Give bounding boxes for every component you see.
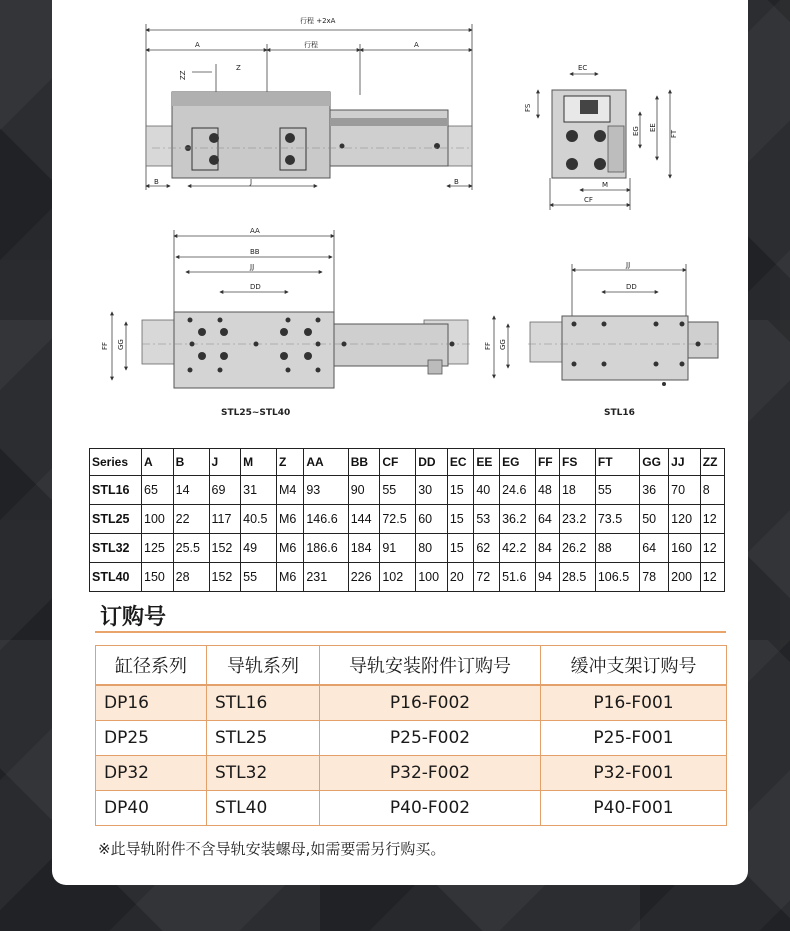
dim-jj-small: JJ — [626, 261, 631, 269]
table-cell: 8 — [700, 476, 724, 505]
table-cell: 93 — [304, 476, 348, 505]
dim-stroke-plus-2a: 行程 +2xA — [300, 17, 336, 25]
table-cell: 50 — [640, 505, 669, 534]
col-bb: BB — [348, 449, 380, 476]
table-cell: DP16 — [96, 685, 207, 721]
col-cf: CF — [380, 449, 416, 476]
order-table-header — [96, 646, 727, 686]
table-cell: 100 — [142, 505, 174, 534]
col-aa: AA — [304, 449, 348, 476]
table-cell: P25-F002 — [320, 721, 541, 756]
series-cell: STL25 — [90, 505, 142, 534]
table-row — [96, 756, 727, 791]
table-cell: DP40 — [96, 791, 207, 826]
series-cell: STL16 — [90, 476, 142, 505]
col-gg: GG — [640, 449, 669, 476]
dim-eg: EG — [632, 126, 640, 136]
table-cell: 53 — [474, 505, 500, 534]
dim-m: M — [602, 181, 609, 189]
footnote: ※此导轨附件不含导轨安装螺母,如需要需另行购买。 — [98, 840, 446, 858]
dimension-table-header — [90, 449, 725, 476]
table-cell: 125 — [142, 534, 174, 563]
table-cell: 231 — [304, 563, 348, 592]
table-row — [96, 685, 727, 721]
table-cell: 60 — [416, 505, 448, 534]
table-row — [96, 721, 727, 756]
table-cell: 80 — [416, 534, 448, 563]
table-cell: 152 — [209, 534, 241, 563]
table-cell: 72.5 — [380, 505, 416, 534]
table-cell: 48 — [535, 476, 559, 505]
table-cell: 91 — [380, 534, 416, 563]
col-cylinder-series: 缸径系列 — [96, 646, 207, 686]
table-cell: 20 — [447, 563, 474, 592]
table-row — [90, 563, 725, 592]
table-row — [90, 534, 725, 563]
col-z: Z — [277, 449, 304, 476]
col-rail-mount-accessory: 导轨安装附件订购号 — [320, 646, 541, 686]
table-cell: 55 — [241, 563, 277, 592]
dim-dd-small: DD — [626, 283, 637, 291]
table-cell: DP25 — [96, 721, 207, 756]
table-cell: P32-F002 — [320, 756, 541, 791]
order-table — [95, 645, 727, 826]
table-cell: 14 — [173, 476, 209, 505]
table-cell: 22 — [173, 505, 209, 534]
caption-stl25-40: STL25~STL40 — [221, 408, 291, 418]
dim-gg-small: GG — [499, 339, 507, 350]
dim-jj-large: JJ — [250, 263, 255, 271]
table-row — [90, 476, 725, 505]
table-cell: 24.6 — [500, 476, 536, 505]
table-cell: 146.6 — [304, 505, 348, 534]
table-cell: 15 — [447, 476, 474, 505]
dim-aa: AA — [250, 227, 260, 235]
dim-j: J — [250, 178, 253, 186]
dimension-table-body — [90, 476, 725, 592]
table-cell: 51.6 — [500, 563, 536, 592]
table-cell: 36 — [640, 476, 669, 505]
table-cell: 200 — [669, 563, 701, 592]
dimension-table — [89, 448, 725, 592]
table-cell: P25-F001 — [541, 721, 727, 756]
table-cell: 40 — [474, 476, 500, 505]
dim-ee: EE — [649, 123, 657, 132]
spec-card — [52, 0, 748, 885]
table-cell: 186.6 — [304, 534, 348, 563]
col-zz: ZZ — [700, 449, 724, 476]
table-cell: 78 — [640, 563, 669, 592]
dim-cf: CF — [584, 196, 593, 204]
col-fs: FS — [559, 449, 595, 476]
col-jj: JJ — [669, 449, 701, 476]
dim-ff-large: FF — [101, 341, 109, 350]
table-cell: 62 — [474, 534, 500, 563]
col-b: B — [173, 449, 209, 476]
caption-stl16: STL16 — [604, 408, 635, 418]
table-cell: 28.5 — [559, 563, 595, 592]
table-row — [90, 505, 725, 534]
table-cell: 26.2 — [559, 534, 595, 563]
col-ff: FF — [535, 449, 559, 476]
table-cell: 70 — [669, 476, 701, 505]
table-cell: P40-F002 — [320, 791, 541, 826]
table-cell: 55 — [595, 476, 639, 505]
table-cell: P32-F001 — [541, 756, 727, 791]
order-title-divider — [95, 631, 726, 633]
table-cell: 69 — [209, 476, 241, 505]
table-row — [96, 791, 727, 826]
dim-ff-small: FF — [484, 341, 492, 350]
dim-b-left: B — [154, 178, 159, 186]
table-cell: 150 — [142, 563, 174, 592]
dim-dd-large: DD — [250, 283, 261, 291]
table-cell: 88 — [595, 534, 639, 563]
dim-a-left: A — [195, 41, 200, 49]
table-cell: 84 — [535, 534, 559, 563]
table-cell: 49 — [241, 534, 277, 563]
table-cell: STL32 — [207, 756, 320, 791]
table-cell: 184 — [348, 534, 380, 563]
col-dd: DD — [416, 449, 448, 476]
table-cell: 117 — [209, 505, 241, 534]
table-cell: 64 — [535, 505, 559, 534]
table-cell: 102 — [380, 563, 416, 592]
table-cell: 42.2 — [500, 534, 536, 563]
table-cell: 31 — [241, 476, 277, 505]
dim-z: Z — [236, 64, 241, 72]
col-ft: FT — [595, 449, 639, 476]
order-section-title: 订购号 — [100, 605, 167, 630]
dim-stroke: 行程 — [304, 41, 318, 49]
table-cell: 226 — [348, 563, 380, 592]
col-j: J — [209, 449, 241, 476]
col-ee: EE — [474, 449, 500, 476]
table-cell: STL25 — [207, 721, 320, 756]
col-series: Series — [90, 449, 142, 476]
col-buffer-bracket: 缓冲支架订购号 — [541, 646, 727, 686]
table-cell: P16-F001 — [541, 685, 727, 721]
table-cell: 90 — [348, 476, 380, 505]
table-cell: 64 — [640, 534, 669, 563]
table-cell: 15 — [447, 505, 474, 534]
table-cell: P16-F002 — [320, 685, 541, 721]
technical-drawing — [52, 0, 748, 440]
table-cell: 15 — [447, 534, 474, 563]
table-cell: 12 — [700, 534, 724, 563]
table-cell: 40.5 — [241, 505, 277, 534]
table-cell: 12 — [700, 505, 724, 534]
dim-gg-large: GG — [117, 339, 125, 350]
col-ec: EC — [447, 449, 474, 476]
table-cell: STL16 — [207, 685, 320, 721]
col-eg: EG — [500, 449, 536, 476]
table-cell: 36.2 — [500, 505, 536, 534]
table-cell: 28 — [173, 563, 209, 592]
table-cell: P40-F001 — [541, 791, 727, 826]
table-cell: STL40 — [207, 791, 320, 826]
table-cell: M6 — [277, 505, 304, 534]
table-cell: 144 — [348, 505, 380, 534]
table-cell: 100 — [416, 563, 448, 592]
dim-zz: ZZ — [179, 70, 187, 80]
table-cell: 25.5 — [173, 534, 209, 563]
dim-ec: EC — [578, 64, 588, 72]
table-cell: 65 — [142, 476, 174, 505]
table-cell: 30 — [416, 476, 448, 505]
table-cell: 73.5 — [595, 505, 639, 534]
dim-bb: BB — [250, 248, 260, 256]
col-m: M — [241, 449, 277, 476]
table-cell: 23.2 — [559, 505, 595, 534]
dim-fs: FS — [524, 103, 532, 112]
table-cell: 106.5 — [595, 563, 639, 592]
table-cell: M6 — [277, 534, 304, 563]
col-a: A — [142, 449, 174, 476]
table-cell: DP32 — [96, 756, 207, 791]
series-cell: STL32 — [90, 534, 142, 563]
col-rail-series: 导轨系列 — [207, 646, 320, 686]
table-cell: 12 — [700, 563, 724, 592]
table-cell: 152 — [209, 563, 241, 592]
series-cell: STL40 — [90, 563, 142, 592]
table-cell: 94 — [535, 563, 559, 592]
table-cell: M4 — [277, 476, 304, 505]
table-cell: 160 — [669, 534, 701, 563]
table-cell: 55 — [380, 476, 416, 505]
table-cell: 72 — [474, 563, 500, 592]
table-cell: 18 — [559, 476, 595, 505]
dim-ft: FT — [670, 129, 678, 138]
dim-a-right: A — [414, 41, 419, 49]
table-cell: M6 — [277, 563, 304, 592]
order-table-body — [96, 685, 727, 826]
dim-b-right: B — [454, 178, 459, 186]
table-cell: 120 — [669, 505, 701, 534]
